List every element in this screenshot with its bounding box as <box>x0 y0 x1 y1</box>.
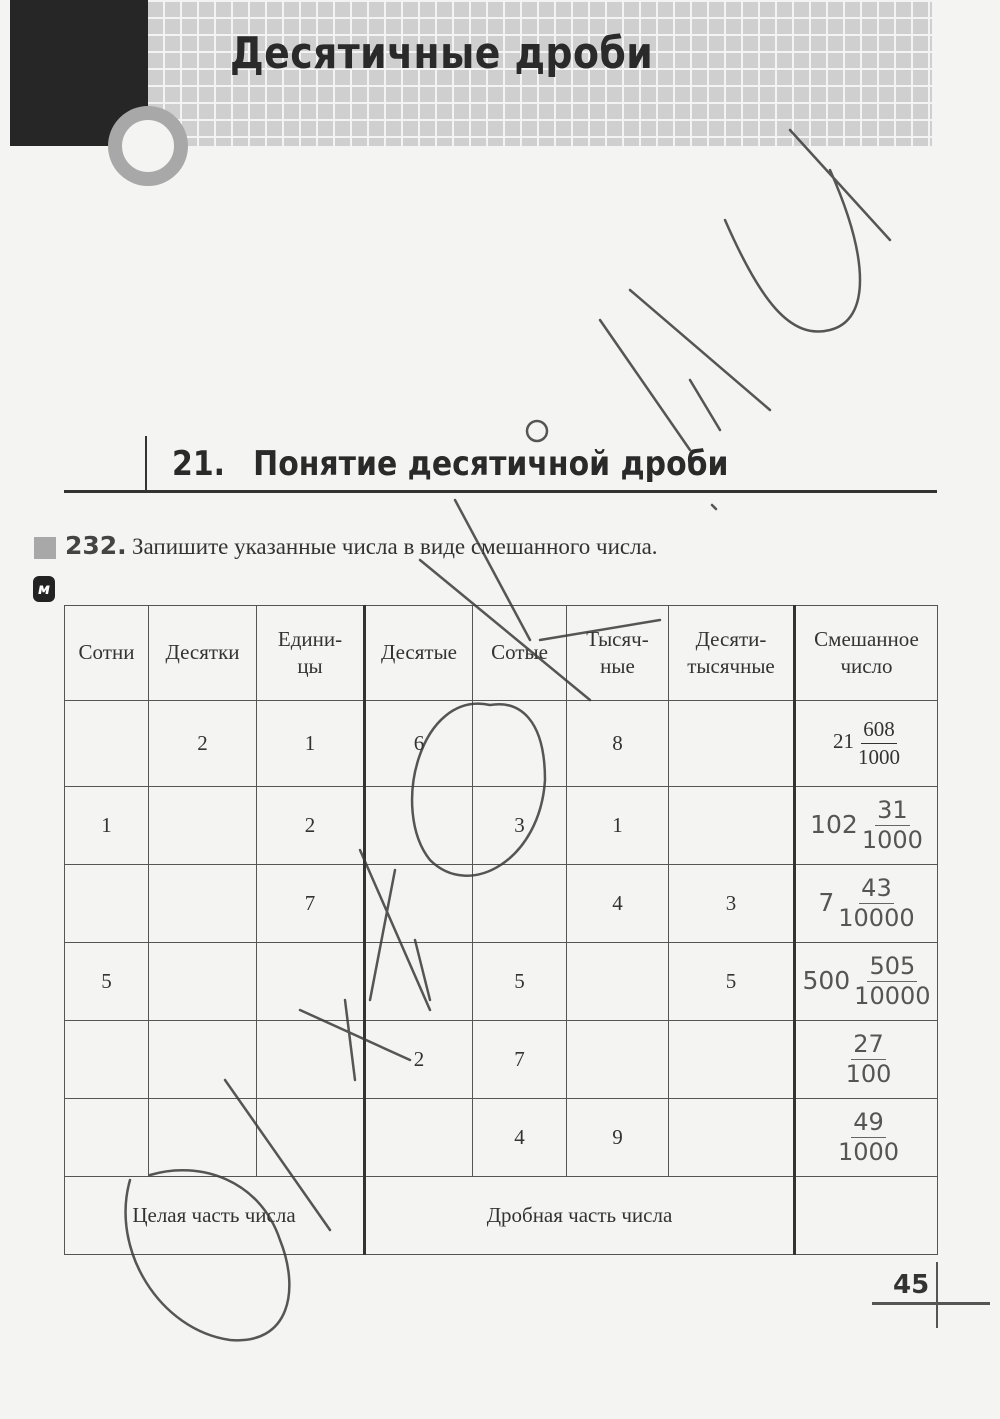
column-header: Десяти- тысячные <box>669 606 795 701</box>
mixed-number-cell <box>795 943 938 1021</box>
table-row <box>65 787 938 865</box>
answer-numerator: 49 <box>853 1108 884 1137</box>
column-header: Сотни <box>65 606 149 701</box>
mixed-number-cell <box>795 787 938 865</box>
table-row <box>65 701 938 787</box>
digit-cell: 8 <box>567 701 669 787</box>
answer-fraction <box>838 874 914 933</box>
digit-cell: 4 <box>473 1099 567 1177</box>
digit-cell: 9 <box>567 1099 669 1177</box>
task-marker-icon <box>34 537 56 559</box>
answer-fraction <box>858 716 900 772</box>
digit-cell: 5 <box>65 943 149 1021</box>
table-row <box>65 943 938 1021</box>
answer-fraction <box>838 1108 899 1167</box>
answer-whole: 500 <box>802 966 851 996</box>
answer-whole: 21 <box>833 729 854 754</box>
mixed-number-cell <box>795 701 938 787</box>
table-footer-row <box>65 1177 938 1255</box>
handwritten-answer <box>842 1030 892 1089</box>
digit-cell <box>65 1099 149 1177</box>
column-header: Десятки <box>149 606 257 701</box>
digit-cell: 1 <box>567 787 669 865</box>
column-header: Тысяч- ные <box>567 606 669 701</box>
mixed-number-cell <box>795 1099 938 1177</box>
digit-cell: 5 <box>473 943 567 1021</box>
digit-cell: 1 <box>65 787 149 865</box>
table-row <box>65 1099 938 1177</box>
digit-cell <box>149 943 257 1021</box>
scribble-stroke-6 <box>600 290 770 450</box>
answer-denominator: 10000 <box>838 904 915 932</box>
m-badge-icon: м <box>33 576 55 602</box>
answer-denominator: 1000 <box>837 1138 900 1166</box>
digit-cell <box>257 1099 365 1177</box>
handwritten-answer <box>802 952 930 1011</box>
digit-cell: 2 <box>365 1021 473 1099</box>
column-header: Десятые <box>365 606 473 701</box>
empty-footer-cell <box>795 1177 938 1255</box>
digit-cell: 3 <box>669 865 795 943</box>
digit-cell <box>365 943 473 1021</box>
digit-cell: 2 <box>257 787 365 865</box>
digit-cell <box>257 1021 365 1099</box>
table-row <box>65 1021 938 1099</box>
scribble-stroke-8 <box>527 421 547 441</box>
page-number-rule <box>872 1302 990 1305</box>
handwritten-answer <box>818 874 914 933</box>
scribble-stroke-9 <box>712 505 716 509</box>
handwritten-answer <box>810 796 923 855</box>
digit-cell <box>669 1099 795 1177</box>
mixed-number-cell <box>795 865 938 943</box>
answer-denominator: 1000 <box>861 826 923 854</box>
digit-cell <box>567 1021 669 1099</box>
digit-cell <box>257 943 365 1021</box>
answer-denominator: 1000 <box>858 745 900 769</box>
digit-cell <box>669 787 795 865</box>
section-rule <box>64 490 937 493</box>
digit-cell: 1 <box>257 701 365 787</box>
page-number: 45 <box>893 1270 930 1300</box>
digit-cell <box>149 1021 257 1099</box>
section-title: Понятие десятичной дроби <box>253 444 729 484</box>
column-header: Едини- цы <box>257 606 365 701</box>
digit-cell <box>669 1021 795 1099</box>
task-instruction: Запишите указанные числа в виде смешанного числа. <box>132 534 658 559</box>
answer-numerator: 505 <box>869 952 916 981</box>
digit-cell <box>149 787 257 865</box>
chapter-title: Десятичные дроби <box>230 28 654 79</box>
column-header: Смешанное число <box>795 606 938 701</box>
digit-cell <box>473 701 567 787</box>
handwritten-answer <box>834 1108 899 1167</box>
printed-answer <box>833 716 900 769</box>
answer-numerator: 31 <box>877 796 908 825</box>
digit-cell <box>473 865 567 943</box>
digit-cell: 7 <box>473 1021 567 1099</box>
fraction-part-label: Дробная часть числа <box>365 1177 795 1255</box>
place-value-table <box>64 605 938 1255</box>
answer-whole: 102 <box>810 810 858 840</box>
section-number: 21. <box>172 444 226 484</box>
digit-cell <box>65 1021 149 1099</box>
answer-denominator: 10000 <box>854 982 931 1010</box>
digit-cell: 6 <box>365 701 473 787</box>
mixed-number-cell <box>795 1021 938 1099</box>
answer-numerator: 608 <box>861 716 897 744</box>
section-heading <box>172 444 729 484</box>
digit-cell: 5 <box>669 943 795 1021</box>
answer-fraction <box>846 1030 892 1089</box>
scribble-stroke-7 <box>725 130 890 332</box>
task-number: 232. <box>65 531 127 560</box>
answer-whole: 7 <box>818 888 835 918</box>
digit-cell: 4 <box>567 865 669 943</box>
table-row <box>65 865 938 943</box>
answer-numerator: 27 <box>853 1030 884 1059</box>
whole-part-label: Целая часть числа <box>65 1177 365 1255</box>
answer-denominator: 100 <box>845 1060 892 1088</box>
digit-cell: 3 <box>473 787 567 865</box>
answer-fraction <box>854 952 930 1011</box>
digit-cell <box>567 943 669 1021</box>
digit-cell <box>365 787 473 865</box>
header-ring-decoration <box>108 106 188 186</box>
digit-cell <box>149 865 257 943</box>
digit-cell <box>669 701 795 787</box>
page-number-divider <box>936 1262 938 1328</box>
answer-numerator: 43 <box>861 874 892 903</box>
digit-cell <box>365 1099 473 1177</box>
column-header: Сотые <box>473 606 567 701</box>
table-header-row <box>65 606 938 701</box>
digit-cell <box>365 865 473 943</box>
digit-cell <box>149 1099 257 1177</box>
digit-cell <box>65 701 149 787</box>
digit-cell: 7 <box>257 865 365 943</box>
digit-cell: 2 <box>149 701 257 787</box>
answer-fraction <box>862 796 923 855</box>
section-divider-vertical <box>145 436 147 493</box>
digit-cell <box>65 865 149 943</box>
